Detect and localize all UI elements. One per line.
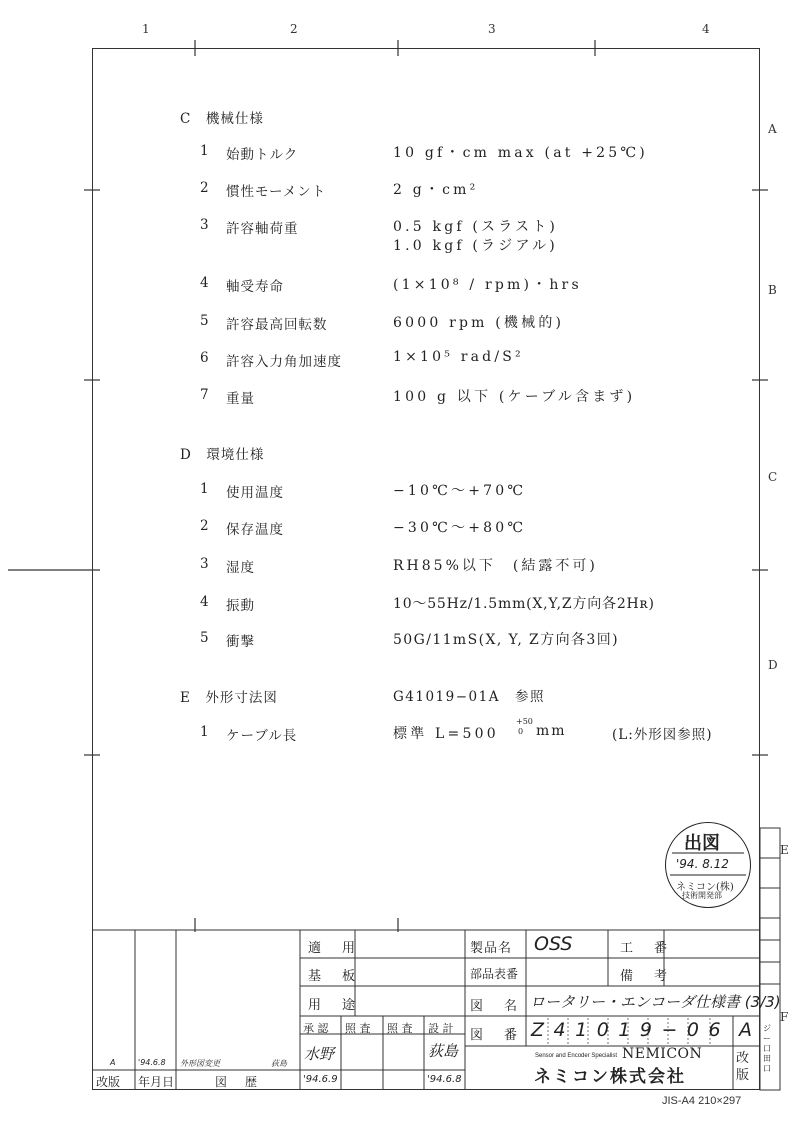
- revision-value: A: [739, 1019, 752, 1041]
- e-item-1-num: 1: [200, 724, 209, 740]
- e-note: (L:外形図参照): [612, 727, 713, 743]
- approve-label: 承 認: [303, 1022, 329, 1035]
- history-header-desc: 図 歴: [215, 1075, 261, 1089]
- grid-column-1: 1: [142, 22, 150, 36]
- side-label: ジー口田口: [763, 1024, 771, 1073]
- product-name-label: 製品名: [470, 941, 513, 956]
- e-unit: mm: [536, 723, 567, 739]
- stamp-dept: 技術開発部: [682, 891, 722, 900]
- c-item-6-label: 許容入力角加速度: [226, 354, 342, 370]
- d-item-1-label: 使用温度: [226, 485, 284, 501]
- d-item-5-num: 5: [200, 630, 209, 646]
- grid-row-c: C: [768, 470, 778, 484]
- c-item-2-label: 慣性モーメント: [226, 184, 327, 200]
- history-header-rev: 改版: [96, 1075, 121, 1089]
- d-item-2-num: 2: [200, 518, 209, 534]
- drawing-no-value: Z41019−06: [531, 1019, 731, 1041]
- d-item-4-num: 4: [200, 594, 209, 610]
- design-sign: 荻島: [428, 1042, 459, 1060]
- c-item-3-label: 許容軸荷重: [226, 221, 299, 237]
- d-item-2-label: 保存温度: [226, 522, 284, 538]
- grid-row-b: B: [768, 283, 777, 297]
- c-item-6-value: 1×10⁵ rad/S²: [393, 349, 524, 365]
- design-label: 設 計: [428, 1022, 454, 1035]
- drawing-name-label: 図 名: [470, 999, 522, 1014]
- c-item-2-value: 2 g・cm²: [393, 182, 479, 198]
- approve-sign: 水野: [304, 1045, 335, 1063]
- check-label: 照 査: [345, 1022, 371, 1035]
- verify-label: 照 査: [387, 1022, 413, 1035]
- e-reference: G41019−01A 参照: [393, 689, 545, 705]
- c-item-3-num: 3: [200, 217, 209, 233]
- c-item-1-value: 10 gf・cm max (at +25℃): [393, 145, 648, 161]
- d-item-4-value: 10〜55Hz/1.5mm(X,Y,Z方向各2Hʀ): [393, 596, 655, 612]
- d-item-5-label: 衝撃: [226, 634, 255, 650]
- e-tolerance-bottom: 0: [518, 727, 524, 736]
- e-item-1-value: 標準 L=500: [393, 726, 499, 742]
- part-label: 部品表番: [470, 967, 519, 981]
- d-item-5-value: 50G/11mS(X, Y, Z方向各3回): [393, 632, 619, 648]
- history-sign: 荻島: [271, 1059, 287, 1068]
- board-label: 基 板: [308, 969, 360, 984]
- design-date: '94.6.8: [427, 1074, 462, 1085]
- c-item-4-num: 4: [200, 275, 209, 291]
- d-item-3-label: 湿度: [226, 560, 255, 576]
- d-item-3-num: 3: [200, 556, 209, 572]
- drawing-name-value: ロータリー・エンコーダ仕様書 (3/3): [530, 993, 781, 1011]
- grid-column-4: 4: [702, 22, 710, 36]
- d-item-3-value: RH85%以下 (結露不可): [393, 558, 598, 574]
- section-c-title: C 機械仕様: [180, 111, 264, 127]
- grid-row-d: D: [768, 658, 778, 672]
- company-jp: ネミコン株式会社: [534, 1067, 686, 1087]
- approve-date: '94.6.9: [303, 1074, 338, 1085]
- apply-label: 適 用: [308, 941, 360, 956]
- e-item-1-label: ケーブル長: [226, 728, 298, 744]
- history-header-date: 年月日: [138, 1075, 175, 1089]
- section-d-title: D 環境仕様: [180, 447, 265, 463]
- c-item-2-num: 2: [200, 180, 209, 196]
- c-item-3-value: 0.5 kgf (スラスト): [393, 219, 559, 235]
- work-no-label: 工 番: [620, 941, 672, 956]
- c-item-3-value2: 1.0 kgf (ラジアル): [393, 238, 558, 254]
- product-name-value: OSS: [534, 933, 573, 955]
- c-item-7-value: 100 g 以下 (ケーブル含まず): [393, 389, 636, 405]
- c-item-1-label: 始動トルク: [226, 147, 299, 163]
- c-item-6-num: 6: [200, 350, 209, 366]
- use-label: 用 途: [308, 998, 360, 1013]
- d-item-1-value: −10℃〜+70℃: [393, 483, 527, 499]
- history-desc: 外形図変更: [180, 1059, 220, 1068]
- stamp-company: ネミコン(株): [676, 882, 734, 893]
- section-e-title: E 外形寸法図: [180, 690, 278, 706]
- e-tolerance-top: +50: [516, 717, 533, 726]
- grid-row-a: A: [768, 122, 777, 136]
- history-rev: A: [110, 1058, 116, 1067]
- history-date: '94.6.8: [138, 1058, 166, 1067]
- grid-row-f: F: [780, 1010, 789, 1024]
- c-item-7-num: 7: [200, 387, 209, 403]
- c-item-4-label: 軸受寿命: [226, 279, 284, 295]
- stamp-title: 出図: [684, 833, 720, 854]
- remarks-label: 備 考: [620, 969, 672, 984]
- company-en: NEMICON: [622, 1046, 703, 1062]
- c-item-5-value: 6000 rpm (機械的): [393, 315, 565, 331]
- revision-label: 改版: [736, 1051, 750, 1083]
- d-item-2-value: −30℃〜+80℃: [393, 520, 527, 536]
- c-item-4-value: (1×10⁸ / rpm)・hrs: [393, 277, 582, 293]
- drawing-no-label: 図 番: [470, 1028, 522, 1043]
- grid-row-e: E: [780, 843, 789, 857]
- d-item-1-num: 1: [200, 481, 209, 497]
- c-item-5-label: 許容最高回転数: [226, 317, 328, 333]
- grid-column-3: 3: [488, 22, 496, 36]
- paper-size-note: JIS-A4 210×297: [662, 1095, 742, 1107]
- company-tagline: Sensor and Encoder Specialist: [535, 1053, 618, 1059]
- d-item-4-label: 振動: [226, 598, 255, 614]
- stamp-date: '94. 8.12: [676, 857, 729, 871]
- grid-column-2: 2: [290, 22, 298, 36]
- c-item-1-num: 1: [200, 143, 209, 159]
- c-item-5-num: 5: [200, 313, 209, 329]
- c-item-7-label: 重量: [226, 391, 255, 407]
